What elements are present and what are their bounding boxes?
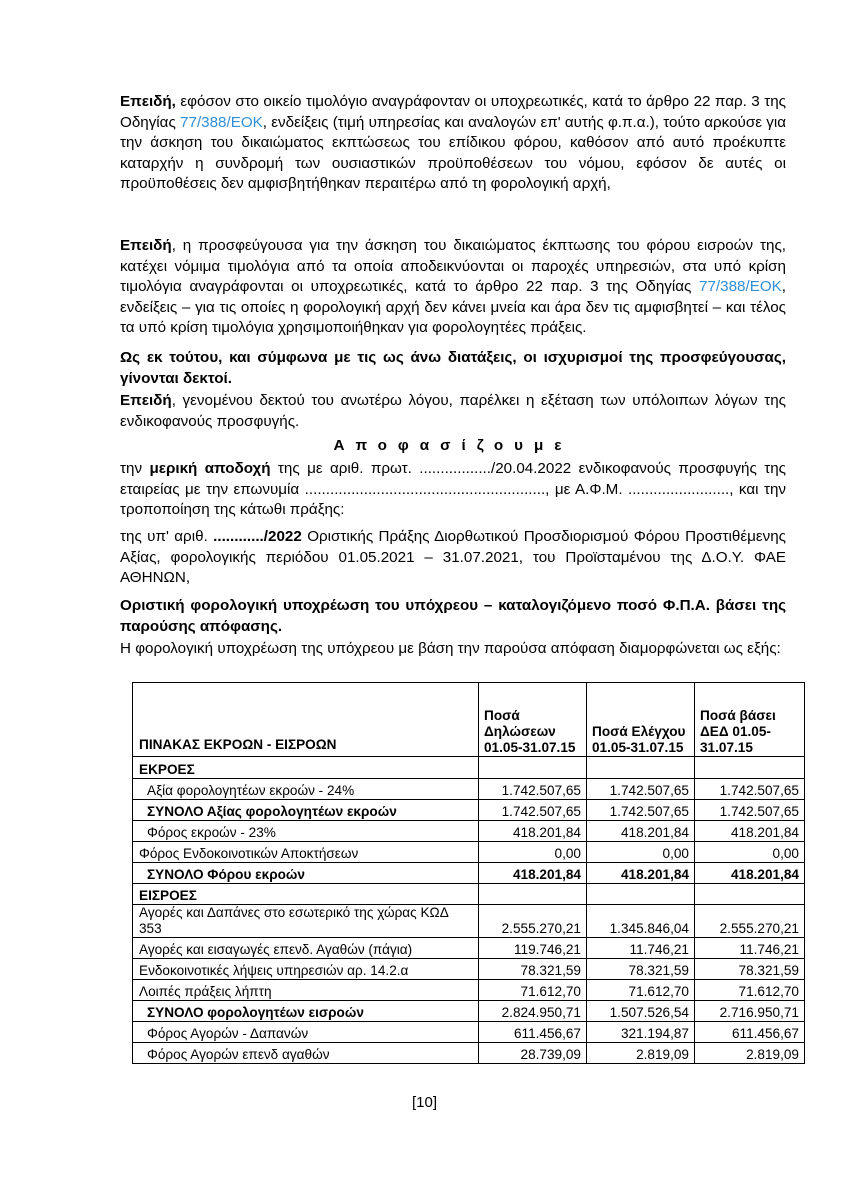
table-row — [133, 842, 805, 863]
paragraph-text: την — [120, 460, 150, 477]
paragraph-text: , ενδείξεις – για τις οποίες η φορολογική αρχή δεν κάνει μνεία και άρα δεν τις αμφισβητεί – και τέλος τα υπό κρίση τιμολόγια χρησιμοποιήθηκαν για φορολογητέες πράξεις. — [120, 278, 786, 337]
column-header-audit: Ποσά Ελέγχου 01.05-31.07.15 — [587, 683, 695, 757]
value-ded: 1.742.507,65 — [695, 779, 805, 800]
paragraph-7: Οριστική φορολογική υποχρέωση του υπόχρεου – καταλογιζόμενο ποσό Φ.Π.Α. βάσει της παρούσης απόφασης. — [120, 597, 786, 635]
page-number: [10] — [411, 1094, 438, 1111]
paragraph-text: της με αριθ. πρωτ. ................./20.04.2022 ενδικοφανούς προσφυγής της εταιρείας με την επωνυμία ........................................................., με Α.Φ.Μ. ........................, και την τροποποίηση της κάτωθι πράξης: — [120, 460, 786, 519]
value-audit: 78.321,59 — [587, 959, 695, 980]
paragraph-lead: Επειδή — [120, 237, 172, 254]
paragraph-text: εφόσον στο οικείο τιμολόγιο αναγράφονταν οι υποχρεωτικές, κατά το άρθρο 22 παρ. 3 της Οδηγίας — [120, 93, 786, 131]
value-ded — [695, 757, 805, 779]
directive-link[interactable]: 77/388/ΕΟΚ — [180, 113, 263, 131]
value-ded: 418.201,84 — [695, 821, 805, 842]
value-ded: 1.742.507,65 — [695, 800, 805, 821]
table-body — [133, 683, 805, 1064]
paragraph-text: Οριστικής Πράξης Διορθωτικού Προσδιορισμού Φόρου Προστιθέμενης Αξίας, φορολογικής περιόδου 01.05.2021 – 31.07.2021, του Προϊσταμένου της Δ.Ο.Υ. ΦΑΕ ΑΘΗΝΩΝ, — [120, 528, 786, 587]
value-ded: 11.746,21 — [695, 938, 805, 959]
value-declared: 2.555.270,21 — [479, 905, 587, 938]
value-declared — [479, 884, 587, 905]
value-declared: 418.201,84 — [479, 821, 587, 842]
value-audit: 418.201,84 — [587, 863, 695, 884]
table-row — [133, 959, 805, 980]
table-row — [133, 1001, 805, 1022]
table-row — [133, 884, 805, 905]
value-audit: 1.345.846,04 — [587, 905, 695, 938]
outputs-inputs-table — [132, 682, 805, 1064]
value-audit: 11.746,21 — [587, 938, 695, 959]
paragraph-6 — [120, 527, 786, 589]
row-label: ΣΥΝΟΛΟ φορολογητέων εισροών — [133, 1001, 479, 1022]
value-declared: 418.201,84 — [479, 863, 587, 884]
row-label: Ενδοκοινοτικές λήψεις υπηρεσιών αρ. 14.2.α — [133, 959, 479, 980]
table-row — [133, 938, 805, 959]
table-header-row — [133, 683, 805, 757]
column-header-declared: Ποσά Δηλώσεων 01.05-31.07.15 — [479, 683, 587, 757]
table-title: ΠΙΝΑΚΑΣ ΕΚΡΟΩΝ - ΕΙΣΡΟΩΝ — [133, 683, 479, 757]
value-ded: 611.456,67 — [695, 1022, 805, 1043]
value-audit: 418.201,84 — [587, 821, 695, 842]
value-audit: 1.742.507,65 — [587, 800, 695, 821]
paragraph-3: Ως εκ τούτου, και σύμφωνα με τις ως άνω διατάξεις, οι ισχυρισμοί της προσφεύγουσας, γίνονται δεκτοί. — [120, 349, 786, 387]
table-row — [133, 821, 805, 842]
paragraph-2 — [120, 236, 786, 339]
table-row — [133, 980, 805, 1001]
table-row — [133, 905, 805, 938]
row-label: Αγορές και εισαγωγές επενδ. Αγαθών (πάγια) — [133, 938, 479, 959]
value-declared: 611.456,67 — [479, 1022, 587, 1043]
value-audit — [587, 884, 695, 905]
table-row — [133, 800, 805, 821]
value-declared — [479, 757, 587, 779]
row-label: Αξία φορολογητέων εκροών - 24% — [133, 779, 479, 800]
column-header-ded: Ποσά βάσει ΔΕΔ 01.05-31.07.15 — [695, 683, 805, 757]
partial-acceptance: μερική αποδοχή — [149, 460, 271, 477]
value-declared: 2.824.950,71 — [479, 1001, 587, 1022]
paragraph-lead: Επειδή, — [120, 93, 176, 110]
table-row — [133, 863, 805, 884]
decision-heading: Αποφασίζουμε — [333, 437, 573, 454]
value-ded: 2.819,09 — [695, 1043, 805, 1064]
table-row — [133, 757, 805, 779]
paragraph-4 — [120, 391, 786, 432]
row-label: Φόρος Αγορών επενδ αγαθών — [133, 1043, 479, 1064]
value-audit: 1.742.507,65 — [587, 779, 695, 800]
value-declared: 1.742.507,65 — [479, 800, 587, 821]
act-number: ............/2022 — [213, 528, 302, 545]
value-ded — [695, 884, 805, 905]
row-label: ΕΙΣΡΟΕΣ — [133, 884, 479, 905]
table-row — [133, 779, 805, 800]
paragraph-lead: Επειδή — [120, 392, 172, 409]
value-ded: 2.555.270,21 — [695, 905, 805, 938]
paragraph-5 — [120, 459, 786, 521]
value-declared: 119.746,21 — [479, 938, 587, 959]
value-audit: 2.819,09 — [587, 1043, 695, 1064]
table-row — [133, 1043, 805, 1064]
paragraph-text: , η προσφεύγουσα για την άσκηση του δικαιώματος έκπτωσης του φόρου εισροών της, κατέχει νόμιμα τιμολόγια από τα οποία αποδεικνύονται οι παροχές υπηρεσιών, στα υπό κρίση τιμολόγια αναγράφονται οι υποχρεωτικές, κατά το άρθρο 22 παρ. 3 της Οδηγίας — [120, 237, 786, 296]
value-audit: 0,00 — [587, 842, 695, 863]
row-label: ΕΚΡΟΕΣ — [133, 757, 479, 779]
row-label: ΣΥΝΟΛΟ Αξίας φορολογητέων εκροών — [133, 800, 479, 821]
row-label: Φόρος εκροών - 23% — [133, 821, 479, 842]
value-ded: 0,00 — [695, 842, 805, 863]
value-declared: 0,00 — [479, 842, 587, 863]
value-declared: 1.742.507,65 — [479, 779, 587, 800]
row-label: ΣΥΝΟΛΟ Φόρου εκροών — [133, 863, 479, 884]
row-label: Φόρος Αγορών - Δαπανών — [133, 1022, 479, 1043]
value-declared: 71.612,70 — [479, 980, 587, 1001]
row-label: Αγορές και Δαπάνες στο εσωτερικό της χώρας ΚΩΔ 353 — [133, 905, 479, 938]
value-ded: 2.716.950,71 — [695, 1001, 805, 1022]
paragraph-text: της υπ' αριθ. — [120, 528, 214, 545]
value-audit — [587, 757, 695, 779]
paragraph-1 — [120, 92, 786, 195]
value-ded: 71.612,70 — [695, 980, 805, 1001]
value-declared: 78.321,59 — [479, 959, 587, 980]
table-row — [133, 1022, 805, 1043]
paragraph-text: , γενομένου δεκτού του ανωτέρω λόγου, παρέλκει η εξέταση των υπόλοιπων λόγων της ενδικοφανούς προσφυγής. — [120, 392, 786, 430]
value-audit: 71.612,70 — [587, 980, 695, 1001]
row-label: Λοιπές πράξεις λήπτη — [133, 980, 479, 1001]
value-audit: 1.507.526,54 — [587, 1001, 695, 1022]
value-audit: 321.194,87 — [587, 1022, 695, 1043]
paragraph-text: , ενδείξεις (τιμή υπηρεσίας και αναλογών επ' αυτής φ.π.α.), τούτο αρκούσε για την άσκηση του δικαιώματος εκπτώσεως του επίδικου φόρου, καθόσον από αυτό προέκυπτε καταρχήν η συνδρομή των ουσιαστικών προϋποθέσεων του νόμου, εφόσον δε αυτές οι προϋποθέσεις δεν αμφισβητήθηκαν περαιτέρω από τη φορολογική αρχή, — [120, 113, 786, 193]
row-label: Φόρος Ενδοκοινοτικών Αποκτήσεων — [133, 842, 479, 863]
paragraph-8: Η φορολογική υποχρέωση της υπόχρεου με βάση την παρούσα απόφαση διαμορφώνεται ως εξής: — [120, 640, 781, 657]
value-ded: 418.201,84 — [695, 863, 805, 884]
value-ded: 78.321,59 — [695, 959, 805, 980]
directive-link[interactable]: 77/388/ΕΟΚ — [699, 278, 782, 296]
value-declared: 28.739,09 — [479, 1043, 587, 1064]
